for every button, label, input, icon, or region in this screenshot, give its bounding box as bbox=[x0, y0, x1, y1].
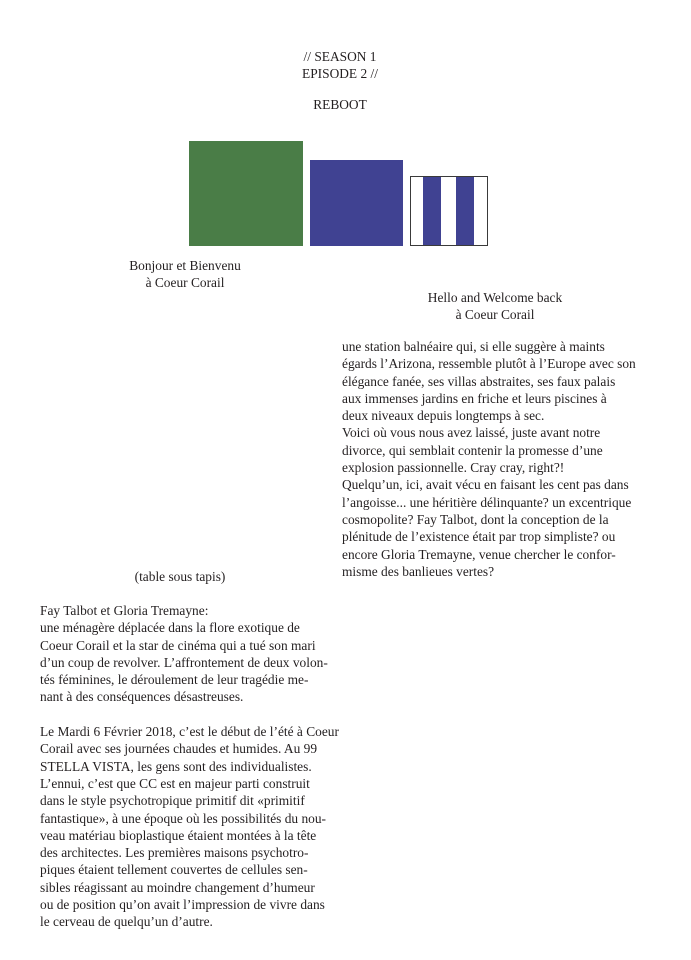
text-line: l’angoisse... une héritière délinquante? un excentrique bbox=[342, 494, 632, 510]
greeting-english bbox=[405, 289, 585, 324]
left-column-text bbox=[40, 602, 340, 931]
text-line: misme des banlieues vertes? bbox=[342, 563, 495, 579]
text-line: plénitude de l’existence était par trop simpliste? ou bbox=[342, 529, 616, 545]
text-line: explosion passionnelle. Cray cray, right?! bbox=[342, 460, 565, 476]
text-line: Coeur Corail et la star de cinéma qui a tué son mari bbox=[40, 637, 316, 653]
text-line: fantastique», à une époque où les possibilités du nou- bbox=[40, 810, 326, 826]
text-line: piques étaient tellement couvertes de cellules sen- bbox=[40, 862, 308, 878]
text-line: L’ennui, c’est que CC est en majeur parti construit bbox=[40, 775, 310, 791]
text-line: cosmopolite? Fay Talbot, dont la conception de la bbox=[342, 511, 609, 527]
text-line: d’un coup de revolver. L’affrontement de deux volon- bbox=[40, 654, 328, 670]
text-line: divorce, qui semblait contenir la promesse d’une bbox=[342, 442, 603, 458]
text-line: deux niveaux depuis longtemps à sec. bbox=[342, 408, 545, 424]
text-line: des architectes. Les premières maisons psychotro- bbox=[40, 845, 309, 861]
text-line: veau matériau bioplastique étaient montées à la tête bbox=[40, 827, 317, 843]
paragraph-setting bbox=[40, 723, 340, 931]
text-line: tés féminines, le déroulement de leur tragédie me- bbox=[40, 672, 309, 688]
text-line: une ménagère déplacée dans la flore exotique de bbox=[40, 620, 300, 636]
paragraph-intro bbox=[40, 602, 340, 706]
greeting-english-line: à Coeur Corail bbox=[455, 307, 535, 323]
episode-label: EPISODE 2 // bbox=[302, 66, 378, 82]
stripe bbox=[423, 177, 441, 245]
greeting-french-line: à Coeur Corail bbox=[145, 275, 225, 291]
text-line: Corail avec ses journées chaudes et humides. Au 99 bbox=[40, 741, 318, 757]
text-line: élégance fanée, ses villas abstraites, ses faux palais bbox=[342, 373, 616, 389]
page-title: REBOOT bbox=[313, 97, 367, 112]
green-color-block bbox=[189, 141, 303, 246]
greeting-french bbox=[110, 257, 260, 292]
text-line: le cerveau de quelqu’un d’autre. bbox=[40, 914, 213, 930]
text-line: égards l’Arizona, ressemble plutôt à l’Europe avec son bbox=[342, 356, 636, 372]
greeting-english-line: Hello and Welcome back bbox=[427, 290, 563, 305]
text-line: Fay Talbot et Gloria Tremayne: bbox=[40, 603, 209, 618]
episode-header bbox=[230, 48, 450, 83]
text-line: nant à des conséquences désastreuses. bbox=[40, 689, 244, 705]
image-caption: (table sous tapis) bbox=[134, 569, 226, 584]
text-line: dans le style psychotropique primitif dit «primitif bbox=[40, 793, 305, 809]
text-line: Quelqu’un, ici, avait vécu en faisant les cent pas dans bbox=[342, 477, 629, 493]
text-line: une station balnéaire qui, si elle suggère à maints bbox=[342, 339, 605, 354]
text-line: aux immenses jardins en friche et leurs piscines à bbox=[342, 390, 607, 406]
text-line: encore Gloria Tremayne, venue chercher le confor- bbox=[342, 546, 616, 562]
stripe bbox=[456, 177, 474, 245]
blue-color-block bbox=[310, 160, 403, 246]
striped-color-block bbox=[410, 176, 488, 246]
text-line: STELLA VISTA, les gens sont des individualistes. bbox=[40, 758, 312, 774]
right-column-text bbox=[342, 338, 642, 580]
text-line: ou de position qu’on avait l’impression de vivre dans bbox=[40, 897, 325, 913]
text-line: Le Mardi 6 Février 2018, c’est le début de l’été à Coeur bbox=[40, 724, 339, 740]
paragraph-spacer bbox=[40, 706, 340, 723]
season-label: // SEASON 1 bbox=[303, 49, 377, 64]
text-line: sibles réagissant au moindre changement d’humeur bbox=[40, 879, 315, 895]
text-line: Voici où vous nous avez laissé, juste avant notre bbox=[342, 425, 601, 441]
greeting-french-line: Bonjour et Bienvenu bbox=[129, 258, 241, 273]
